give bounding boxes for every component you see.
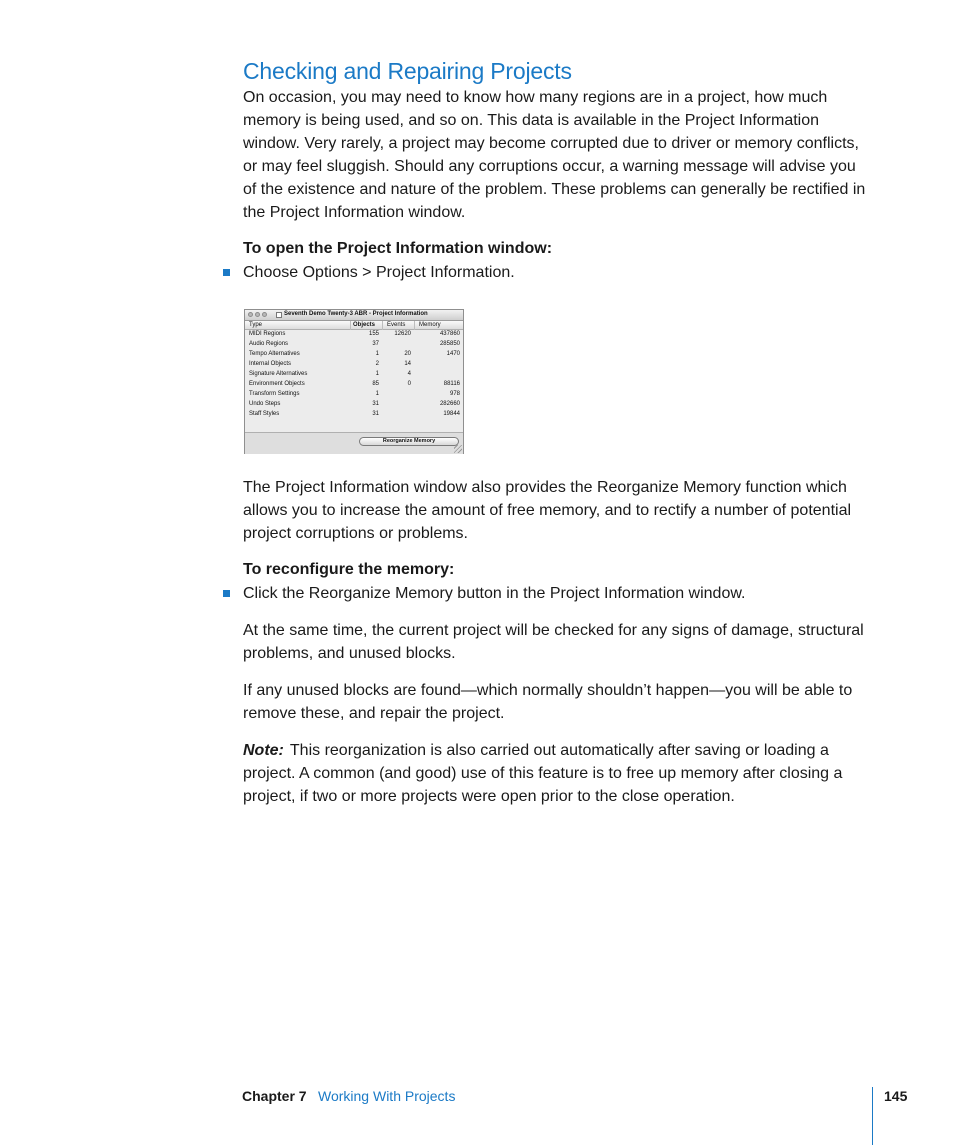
bullet-icon — [223, 269, 230, 276]
cell-memory: 978 — [449, 391, 460, 397]
table-row[interactable] — [245, 350, 463, 360]
cell-objects: 37 — [372, 341, 379, 347]
reorganize-paragraph: The Project Information window also provides the Reorganize Memory function which allows you to increase the amount of free memory, and to rectify a number of potential project corruptions or problems. — [243, 479, 852, 542]
cell-objects: 31 — [372, 411, 379, 417]
table-row[interactable] — [245, 370, 463, 380]
footer-chapter-title: Working With Projects — [318, 1088, 456, 1104]
reorganize-memory-button[interactable]: Reorganize Memory — [359, 437, 459, 446]
task-reconfigure-title: To reconfigure the memory: — [243, 561, 455, 578]
column-header-type[interactable]: Type — [249, 322, 263, 328]
task-open-step — [223, 261, 873, 284]
task-open-step-text: Choose Options > Project Information. — [243, 264, 515, 281]
cell-type: MIDI Regions — [249, 331, 286, 337]
column-header-memory[interactable]: Memory — [419, 322, 441, 328]
footer-chapter: Chapter 7 — [242, 1088, 307, 1104]
cell-type: Transform Settings — [249, 391, 300, 397]
task-open-title: To open the Project Information window: — [243, 240, 553, 257]
cell-objects: 1 — [375, 351, 379, 357]
zoom-icon[interactable] — [262, 312, 267, 317]
cell-objects: 155 — [368, 331, 379, 337]
cell-events: 4 — [407, 371, 411, 377]
table-header — [245, 321, 463, 330]
page-number: 145 — [884, 1088, 908, 1104]
project-information-window — [244, 309, 464, 454]
resize-grip-icon[interactable] — [454, 445, 462, 453]
note-label: Note: — [243, 742, 284, 759]
cell-events: 14 — [404, 361, 411, 367]
cell-type: Tempo Alternatives — [249, 351, 300, 357]
cell-objects: 85 — [372, 381, 379, 387]
cell-memory: 437860 — [439, 331, 460, 337]
cell-objects: 2 — [375, 361, 379, 367]
cell-type: Environment Objects — [249, 381, 305, 387]
table-row[interactable] — [245, 330, 463, 340]
unused-blocks-paragraph: If any unused blocks are found—which normally shouldn’t happen—you will be able to remove these, and repair the project. — [243, 682, 853, 722]
cell-events: 20 — [404, 351, 411, 357]
note-paragraph — [243, 739, 873, 808]
section-heading: Checking and Repairing Projects — [243, 58, 572, 84]
table-body — [245, 330, 463, 432]
cell-events: 12620 — [394, 331, 411, 337]
cell-memory: 19844 — [443, 411, 460, 417]
close-icon[interactable] — [248, 312, 253, 317]
cell-type: Internal Objects — [249, 361, 292, 367]
cell-memory: 88116 — [443, 381, 460, 387]
table-row[interactable] — [245, 390, 463, 400]
column-header-objects[interactable]: Objects — [353, 322, 376, 328]
cell-memory: 1470 — [446, 351, 460, 357]
footer-divider — [872, 1087, 873, 1145]
table-row[interactable] — [245, 410, 463, 420]
cell-type: Audio Regions — [249, 341, 289, 347]
cell-memory: 282660 — [439, 401, 460, 407]
cell-type: Signature Alternatives — [249, 371, 308, 377]
task-reconfigure-step — [223, 582, 873, 605]
table-row[interactable] — [245, 400, 463, 410]
cell-objects: 31 — [372, 401, 379, 407]
bullet-icon — [223, 590, 230, 597]
window-title: Seventh Demo Twenty-3 ABR - Project Information — [284, 311, 428, 317]
intro-paragraph: On occasion, you may need to know how many regions are in a project, how much memory is being used, and so on. This data is available in the Project Information window. Very rarely, a project may become corrupted due to driver or memory conflicts, or may feel sluggish. Should any corruptions occur, a warning message will advise you of the existence and nature of the problem. These problems can generally be rectified in the Project Information window. — [243, 89, 866, 221]
cell-type: Staff Styles — [249, 411, 280, 417]
note-text: This reorganization is also carried out automatically after saving or loading a project. A common (and good) use of this feature is to free up memory after closing a project, if two or more projects were open prior to the close operation. — [243, 742, 843, 805]
table-row[interactable] — [245, 380, 463, 390]
window-footer — [245, 432, 463, 454]
window-titlebar — [245, 310, 463, 321]
cell-type: Undo Steps — [249, 401, 281, 407]
document-icon — [276, 312, 282, 318]
column-header-events[interactable]: Events — [387, 322, 406, 328]
task-reconfigure-step-text: Click the Reorganize Memory button in the Project Information window. — [243, 585, 746, 602]
table-row[interactable] — [245, 360, 463, 370]
cell-memory: 285850 — [439, 341, 460, 347]
cell-objects: 1 — [375, 371, 379, 377]
cell-objects: 1 — [375, 391, 379, 397]
table-row[interactable] — [245, 340, 463, 350]
check-paragraph: At the same time, the current project will be checked for any signs of damage, structural problems, and unused blocks. — [243, 622, 864, 662]
minimize-icon[interactable] — [255, 312, 260, 317]
cell-events: 0 — [407, 381, 411, 387]
